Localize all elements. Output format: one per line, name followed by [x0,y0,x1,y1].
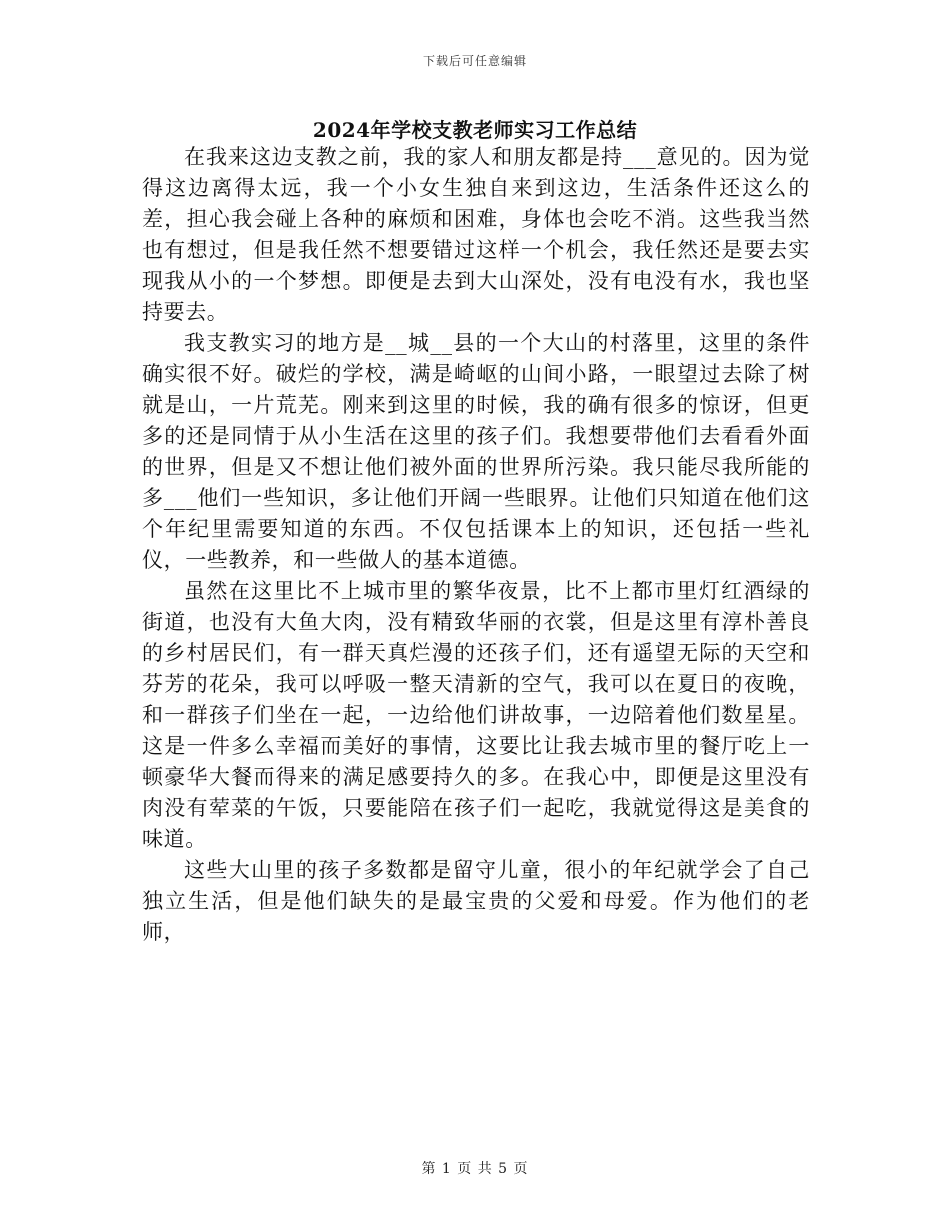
paragraph: 虽然在这里比不上城市里的繁华夜景，比不上都市里灯红酒绿的街道，也没有大鱼大肉，没有精致华丽的衣裳，但是这里有淳朴善良的乡村居民们，有一群天真烂漫的还孩子们，还有遥望无际的天空和芬芳的花朵，我可以呼吸一整天清新的空气，我可以在夏日的夜晚，和一群孩子们坐在一起，一边给他们讲故事，一边陪着他们数星星。这是一件多么幸福而美好的事情，这要比让我去城市里的餐厅吃上一顿豪华大餐而得来的满足感要持久的多。在我心中，即便是这里没有肉没有荤菜的午饭，只要能陪在孩子们一起吃，我就觉得这是美食的味道。 [142,579,810,851]
paragraph: 这些大山里的孩子多数都是留守儿童，很小的年纪就学会了自己独立生活，但是他们缺失的是最宝贵的父爱和母爱。作为他们的老师， [142,858,810,944]
page-indicator: 第 1 页 共 5 页 [421,1161,529,1177]
document-title: 2024年学校支教老师实习工作总结 [312,118,638,142]
paragraph: 我支教实习的地方是__城__县的一个大山的村落里，这里的条件确实很不好。破烂的学校，满是崎岖的山间小路，一眼望过去除了树就是山，一片荒芜。刚来到这里的时候，我的确有很多的惊讶，但更多的还是同情于从小生活在这里的孩子们。我想要带他们去看看外面的世界，但是又不想让他们被外面的世界所污染。我只能尽我所能的多___他们一些知识，多让他们开阔一些眼界。让他们只知道在他们这个年纪里需要知道的东西。不仅包括课本上的知识，还包括一些礼仪，一些教养，和一些做人的基本道德。 [142,331,810,572]
paragraph: 在我来这边支教之前，我的家人和朋友都是持___意见的。因为觉得这边离得太远，我一个小女生独自来到这边，生活条件还这么的差，担心我会碰上各种的麻烦和困难，身体也会吃不消。这些我当然也有想过，但是我任然不想要错过这样一个机会，我任然还是要去实现我从小的一个梦想。即便是去到大山深处，没有电没有水，我也坚持要去。 [142,145,810,324]
document-body [142,142,810,948]
header-note: 下载后可任意编辑 [422,54,527,68]
